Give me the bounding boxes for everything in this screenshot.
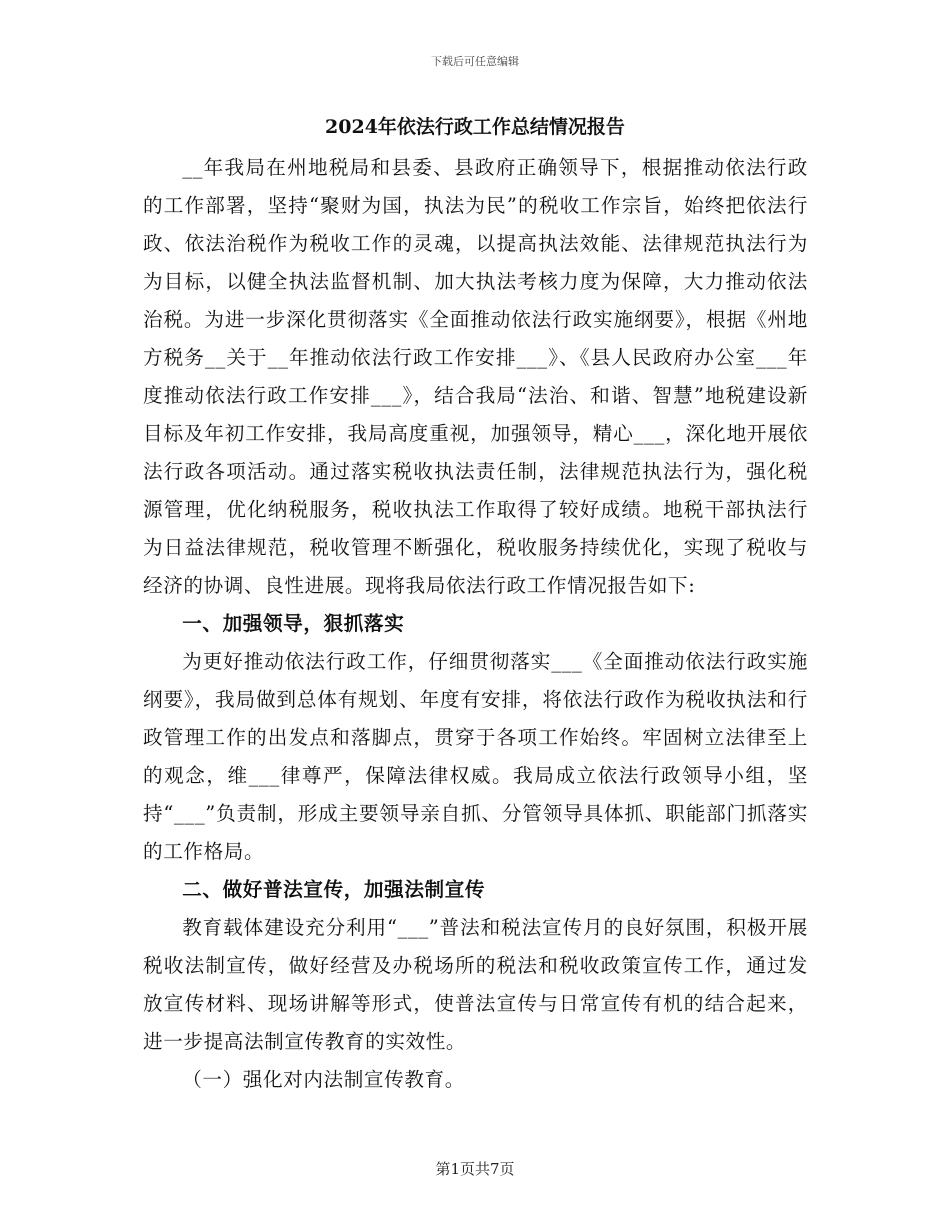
section-2-paragraph: 教育载体建设充分利用“___”普法和税法宣传月的良好氛围，积极开展税收法制宣传，做好经营及办税场所的税法和税收政策宣传工作，通过发放宣传材料、现场讲解等形式，使普法宣传与日常宣传有机的结合起来，进一步提高法制宣传教育的实效性。 [143, 916, 808, 1053]
document-body [143, 149, 808, 1099]
subsection-heading-1: （一）强化对内法制宣传教育。 [182, 1068, 465, 1091]
intro-paragraph: __年我局在州地税局和县委、县政府正确领导下，根据推动依法行政的工作部署，坚持“聚财为国，执法为民”的税收工作宗旨，始终把依法行政、依法治税作为税收工作的灵魂，以提高执法效能、法律规范执法行为为目标，以健全执法监督机制、加大执法考核力度为保障，大力推动依法治税。为进一步深化贯彻落实《全面推动依法行政实施纲要》，根据《州地方税务__关于__年推动依法行政工作安排___》、《县人民政府办公室___年度推动依法行政工作安排___》，结合我局“法治、和谐、智慧”地税建设新目标及年初工作安排，我局高度重视，加强领导，精心___，深化地开展依法行政各项活动。通过落实税收执法责任制，法律规范执法行为，强化税源管理，优化纳税服务，税收执法工作取得了较好成绩。地税干部执法行为日益法律规范，税收管理不断强化，税收服务持续优化，实现了税收与经济的协调、良性进展。现将我局依法行政工作情况报告如下: [143, 156, 808, 597]
section-1-paragraph: 为更好推动依法行政工作，仔细贯彻落实___《全面推动依法行政实施纲要》，我局做到总体有规划、年度有安排，将依法行政作为税收执法和行政管理工作的出发点和落脚点，贯穿于各项工作始终。牢固树立法律至上的观念，维___律尊严，保障法律权威。我局成立依法行政领导小组，坚持“___”负责制，形成主要领导亲自抓、分管领导具体抓、职能部门抓落实的工作格局。 [143, 650, 808, 863]
section-heading-2: 二、做好普法宣传，加强法制宣传 [182, 878, 486, 901]
header-note: 下载后可任意编辑 [431, 55, 519, 68]
section-heading-1: 一、加强领导，狠抓落实 [182, 612, 405, 635]
document-title: 2024年依法行政工作总结情况报告 [325, 116, 625, 138]
page-number: 第1页共7页 [435, 1160, 515, 1178]
